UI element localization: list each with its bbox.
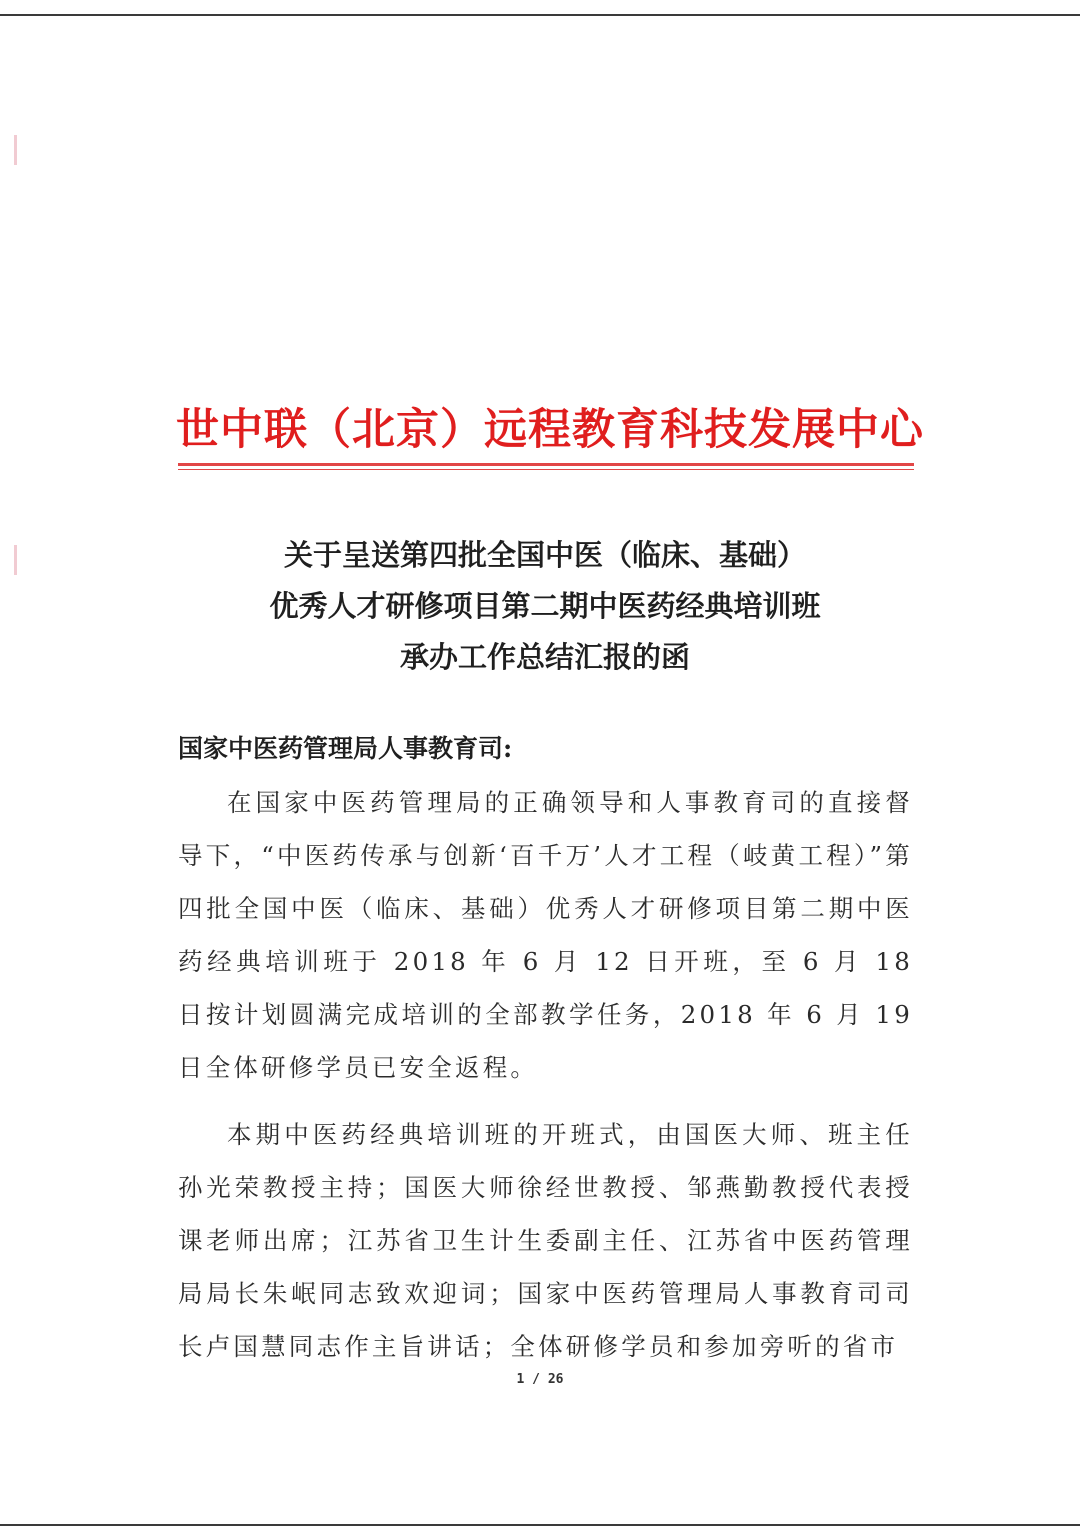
salutation: 国家中医药管理局人事教育司: (178, 734, 513, 763)
letterhead-rule-thick (178, 463, 914, 466)
letterhead-rule-thin (178, 469, 914, 470)
top-scan-edge (0, 14, 1080, 16)
margin-mark (14, 545, 17, 575)
page-number: 1 / 26 (516, 1372, 564, 1387)
title-line: 承办工作总结汇报的函 (399, 640, 690, 674)
margin-mark (14, 135, 17, 165)
body-paragraph: 在国家中医药管理局的正确领导和人事教育司的直接督导下，“中医药传承与创新‘百千万’人才工程（岐黄工程）”第四批全国中医（临床、基础）优秀人才研修项目第二期中医药经典培训班于 2018 年 6 月 12 日开班，至 6 月 18 日按计划圆满完成培训的全部教学任务，2018 年 6 月 19 日全体研修学员已安全返程。 (178, 788, 913, 1082)
letterhead-org-name: 世中联（北京）远程教育科技发展中心 (176, 405, 924, 455)
document-title (130, 530, 960, 683)
title-line: 优秀人才研修项目第二期中医药经典培训班 (269, 589, 821, 623)
body-paragraph: 本期中医药经典培训班的开班式，由国医大师、班主任孙光荣教授主持；国医大师徐经世教授、邹燕勤教授代表授课老师出席；江苏省卫生计生委副主任、江苏省中医药管理局局长朱岷同志致欢迎词；国家中医药管理局人事教育司司长卢国慧同志作主旨讲话；全体研修学员和参加旁听的省市 (178, 1120, 913, 1361)
title-line: 关于呈送第四批全国中医（临床、基础） (283, 538, 806, 572)
bottom-scan-edge (0, 1524, 1080, 1526)
